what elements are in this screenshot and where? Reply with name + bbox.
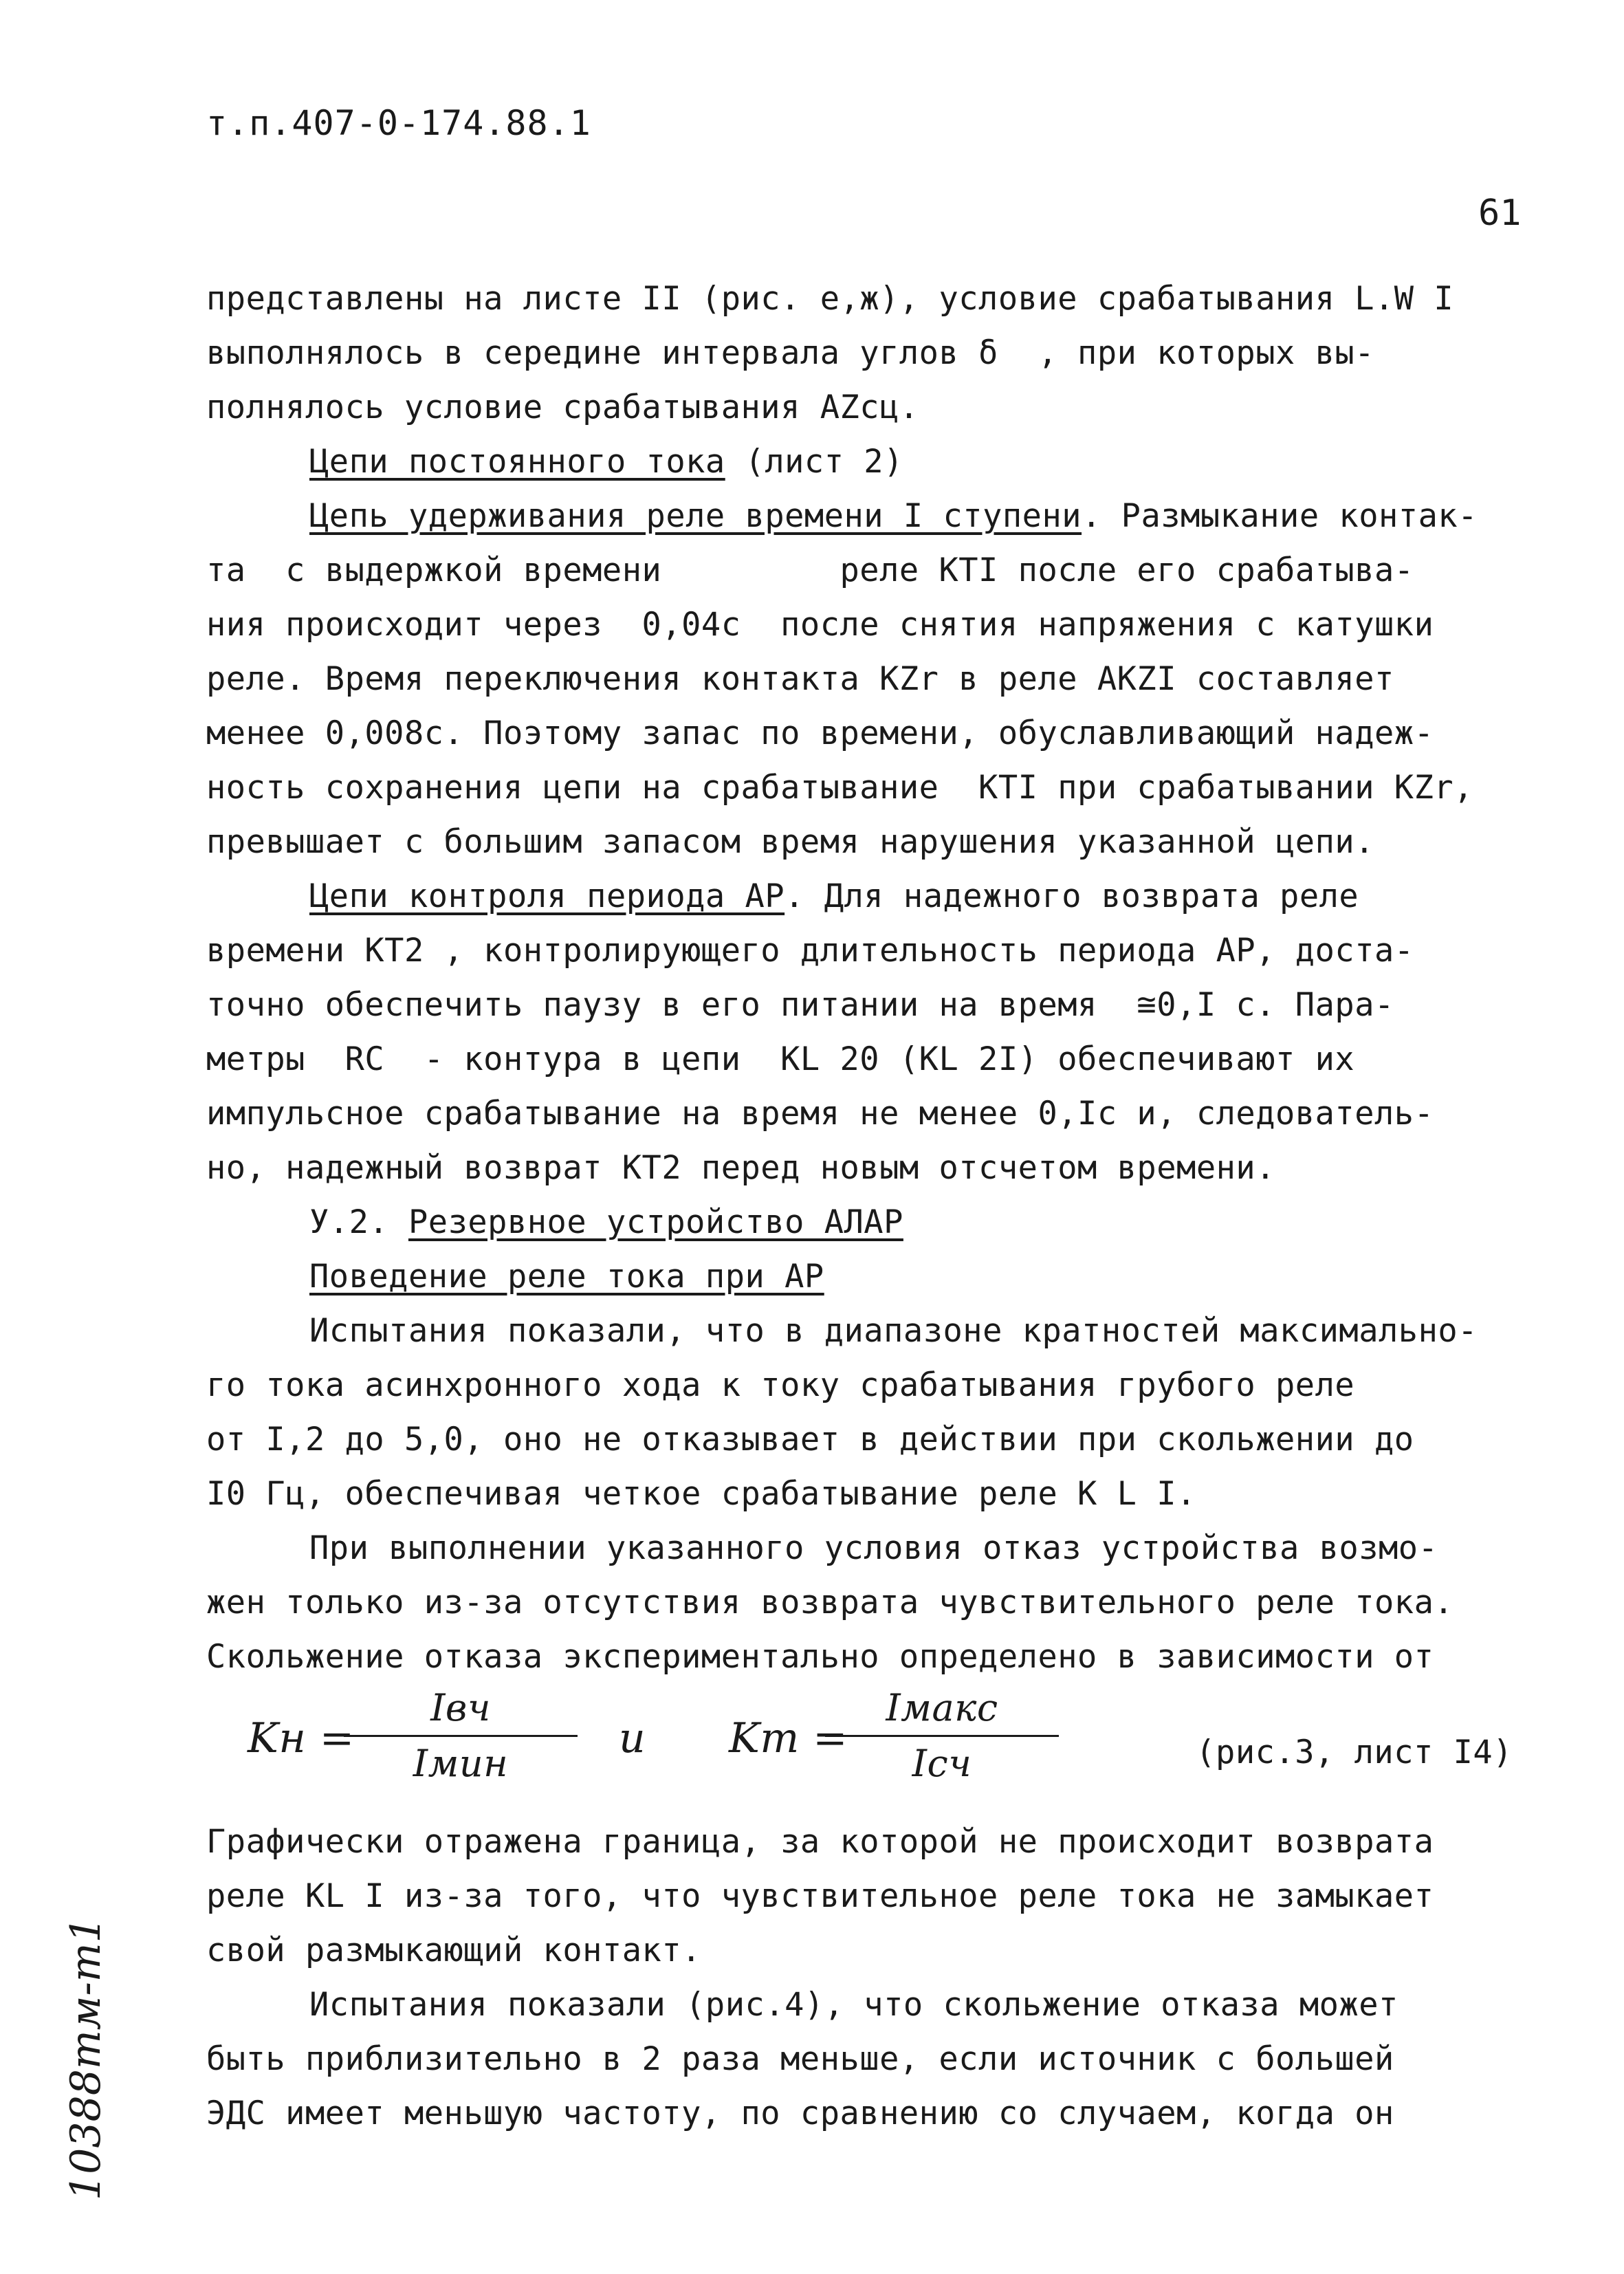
text-line: Графически отражена граница, за которой не происходит возврата [206,1823,1434,1861]
section-v2-subtitle-line [206,1249,1540,1304]
text-line: го тока асинхронного хода к току срабатывания грубого реле [206,1366,1355,1404]
text-line: При выполнении указанного условия отказ устройства возмо- [309,1529,1438,1567]
sub-heading: Цепь удерживания реле времени I ступени [309,497,1082,535]
fraction-bar [825,1735,1059,1737]
text-fragment: . Размыкание контак- [1082,497,1478,535]
text-line: жен только из-за отсутствия возврата чувствительного реле тока. [206,1584,1454,1621]
text-line: Испытания показали (рис.4), что скольжение отказа может [309,1986,1398,2024]
section-heading: Цепи постоянного тока [309,443,725,481]
dc-subheading-line [206,489,1540,543]
fraction-numerator: Iвч [430,1686,491,1729]
formula-conjunction: и [619,1714,646,1762]
formula-k2: Kт = [729,1714,848,1762]
formula-k1: Kн = [248,1714,355,1762]
fraction-1 [344,1684,578,1788]
section-v2-line [206,1195,1540,1249]
text-line: метры RC - контура в цепи KL 20 (KL 2I) обеспечивают их [206,1040,1355,1078]
text-line: превышает с большим запасом время нарушения указанной цепи. [206,823,1374,861]
text-line: времени КТ2 , контролирующего длительность периода АР, доста- [206,932,1414,970]
text-line: менее 0,008с. Поэтому запас по времени, обуславливающий надеж- [206,714,1434,752]
text-line: быть приблизительно в 2 раза меньше, если источник с большей [206,2040,1394,2078]
formula-reference: (рис.3, лист I4) [1196,1734,1513,1771]
text-line: I0 Гц, обеспечивая четкое срабатывание реле K L I. [206,1475,1196,1513]
fraction-2 [825,1684,1059,1788]
text-line: но, надежный возврат КТ2 перед новым отсчетом времени. [206,1149,1276,1187]
heading-suffix: (лист 2) [725,443,903,481]
formula [206,1684,1540,1815]
text-line: ЭДС имеет меньшую частоту, по сравнению со случаем, когда он [206,2095,1394,2132]
section-number: У.2. [309,1203,389,1241]
side-stamp: 10388тм-т1 [62,1916,110,2200]
text-line: полнялось условие срабатывания AZсц. [206,389,919,426]
text-line: реле. Время переключения контакта KZr в реле АКZI составляет [206,660,1394,698]
section-title: Резервное устройство АЛАР [408,1203,903,1241]
fraction-bar [344,1735,578,1737]
text-line: Скольжение отказа экспериментально определено в зависимости от [206,1638,1434,1676]
section-subtitle: Поведение реле тока при АР [309,1258,824,1295]
text-line: точно обеспечить паузу в его питании на время ≅0,I с. Пара- [206,986,1394,1024]
text-line: свой размыкающий контакт. [206,1932,701,1969]
dc-heading-line [206,435,1540,489]
text-line: ность сохранения цепи на срабатывание КТI при срабатывании KZr, [206,769,1473,807]
fraction-denominator: Iмин [413,1742,509,1785]
text-fragment: . Для надежного возврата реле [784,877,1359,915]
text-line: реле KL I из-за того, что чувствительное реле тока не замыкает [206,1877,1434,1915]
ap-heading-line [206,869,1540,923]
page-body [206,272,1540,2141]
document-code: т.п.407-0-174.88.1 [206,103,591,143]
section-heading: Цепи контроля периода АР [309,877,785,915]
text-line: от I,2 до 5,0, оно не отказывает в действии при скольжении до [206,1421,1414,1458]
fraction-numerator: Iмакс [886,1686,998,1729]
text-line: Испытания показали, что в диапазоне кратностей максимально- [309,1312,1478,1350]
fraction-denominator: Iсч [912,1742,972,1785]
text-line: выполнялось в середине интервала углов δ , при которых вы- [206,334,1374,372]
text-line: представлены на листе II (рис. е,ж), условие срабатывания L.W I [206,280,1454,318]
text-line: ния происходит через 0,04с после снятия напряжения с катушки [206,606,1434,644]
page-number: 61 [1478,193,1522,234]
text-line: та с выдержкой времени реле КТI после его срабатыва- [206,551,1414,589]
text-line: импульсное срабатывание на время не менее 0,Iс и, следователь- [206,1095,1434,1133]
